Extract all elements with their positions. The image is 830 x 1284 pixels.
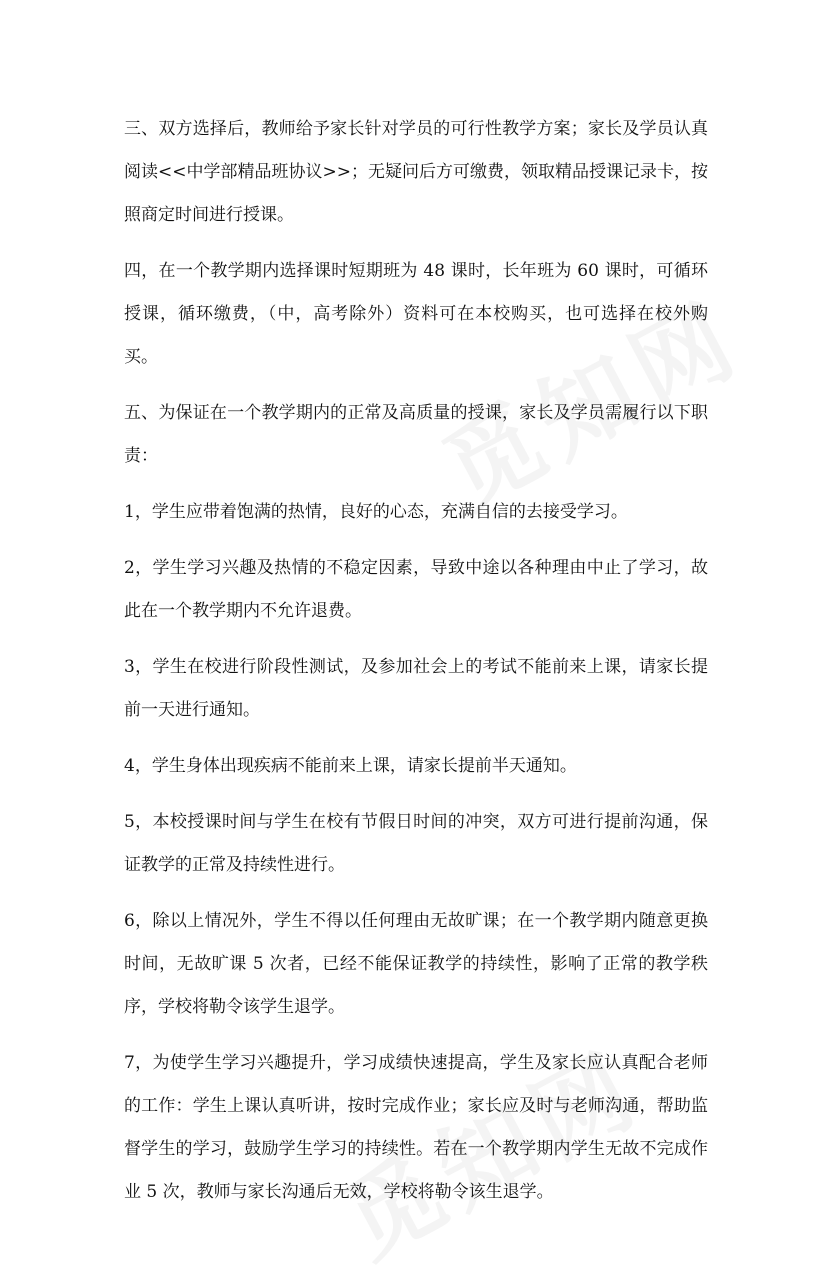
paragraph-5-duties-intro: 五、为保证在一个教学期内的正常及高质量的授课，家长及学员需履行以下职责： xyxy=(124,403,708,466)
duty-item-3: 3，学生在校进行阶段性测试，及参加社会上的考试不能前来上课，请家长提前一天进行通知。 xyxy=(124,657,708,720)
duty-item-5: 5，本校授课时间与学生在校有节假日时间的冲突，双方可进行提前沟通，保证教学的正常及持续性进行。 xyxy=(124,812,708,875)
duty-item-7: 7，为使学生学习兴趣提升，学习成绩快速提高，学生及家长应认真配合老师的工作：学生上课认真听讲，按时完成作业；家长应及时与老师沟通，帮助监督学生的学习，鼓励学生学习的持续性。若在一个教学期内学生无故不完成作业 5 次，教师与家长沟通后无效，学校将勒令该生退学。 xyxy=(124,1053,708,1202)
paragraph-4-class-hours: 四，在一个教学期内选择课时短期班为 48 课时，长年班为 60 课时，可循环授课，循环缴费，（中，高考除外）资料可在本校购买，也可选择在校外购买。 xyxy=(124,261,708,367)
duty-item-4: 4，学生身体出现疾病不能前来上课，请家长提前半天通知。 xyxy=(124,756,577,776)
duty-item-1: 1，学生应带着饱满的热情，良好的心态，充满自信的去接受学习。 xyxy=(124,502,628,522)
paragraph-3-selection: 三、双方选择后，教师给予家长针对学员的可行性教学方案；家长及学员认真阅读<<中学部精品班协议>>；无疑问后方可缴费，领取精品授课记录卡，按照商定时间进行授课。 xyxy=(124,119,708,225)
document-body xyxy=(124,108,708,1227)
duty-item-2: 2，学生学习兴趣及热情的不稳定因素，导致中途以各种理由中止了学习，故此在一个教学期内不允许退费。 xyxy=(124,558,708,621)
duty-item-6: 6，除以上情况外，学生不得以任何理由无故旷课；在一个教学期内随意更换时间，无故旷课 5 次者，已经不能保证教学的持续性，影响了正常的教学秩序，学校将勒令该学生退学。 xyxy=(124,911,708,1017)
